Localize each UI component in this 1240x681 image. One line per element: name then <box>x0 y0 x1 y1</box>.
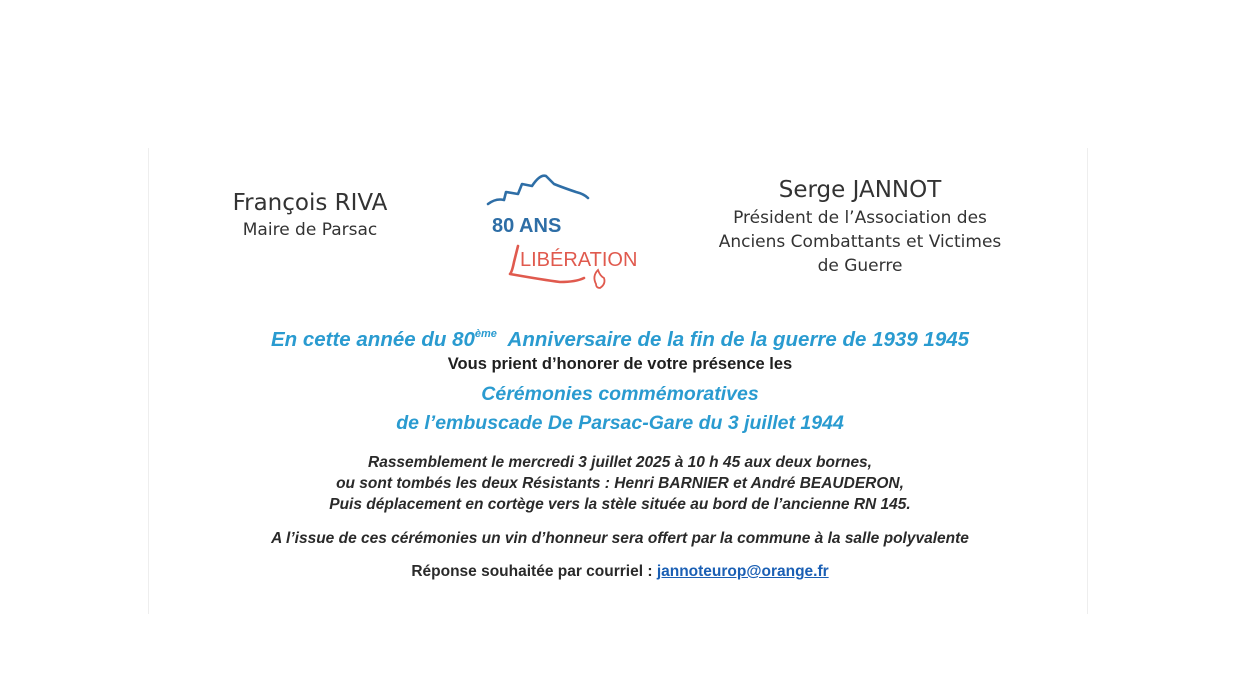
ceremony-title-line-1: Cérémonies commémoratives <box>481 383 759 405</box>
invite-line: Vous prient d’honorer de votre présence les <box>447 355 793 373</box>
rsvp-line <box>150 561 1090 582</box>
logo-line2: LIBÉRATION <box>520 249 638 271</box>
president-role-line-1: Président de l’Association des <box>733 208 987 228</box>
mayor-name: François RIVA <box>232 190 388 216</box>
president-role-line-2: Anciens Combattants et Victimes <box>718 232 1002 252</box>
heading-superscript: ème <box>474 328 497 340</box>
reception-text: A l’issue de ces cérémonies un vin d’honneur sera offert par la commune à la salle polyvalente <box>271 530 969 547</box>
heading-part-1: En cette année du 80 <box>270 328 475 351</box>
heading-part-2: Anniversaire de la fin de la guerre de 1939 1945 <box>496 328 970 351</box>
president-name: Serge JANNOT <box>778 177 942 203</box>
mayor-signatory <box>210 188 410 242</box>
flame-icon <box>594 270 604 288</box>
details-line-1: Rassemblement le mercredi 3 juillet 2025 à 10 h 45 aux deux bornes, <box>368 454 872 471</box>
80-ans-liberation-logo <box>484 170 640 302</box>
gathering-details <box>150 452 1090 515</box>
anniversary-heading <box>150 320 1090 354</box>
president-signatory <box>690 174 1030 278</box>
ceremony-title-line-2: de l’embuscade De Parsac-Gare du 3 juillet 1944 <box>396 412 844 434</box>
rsvp-email-link[interactable]: jannoteurop@orange.fr <box>656 563 829 580</box>
logo-line1: 80 ANS <box>492 215 562 237</box>
reception-note <box>150 528 1090 549</box>
details-line-2: ou sont tombés les deux Résistants : Henri BARNIER et André BEAUDERON, <box>336 475 904 492</box>
rsvp-label: Réponse souhaitée par courriel : <box>411 563 657 580</box>
mayor-role: Maire de Parsac <box>242 220 378 240</box>
details-line-3: Puis déplacement en cortège vers la stèle située au bord de l’ancienne RN 145. <box>329 496 911 513</box>
president-role-line-3: de Guerre <box>817 256 903 276</box>
